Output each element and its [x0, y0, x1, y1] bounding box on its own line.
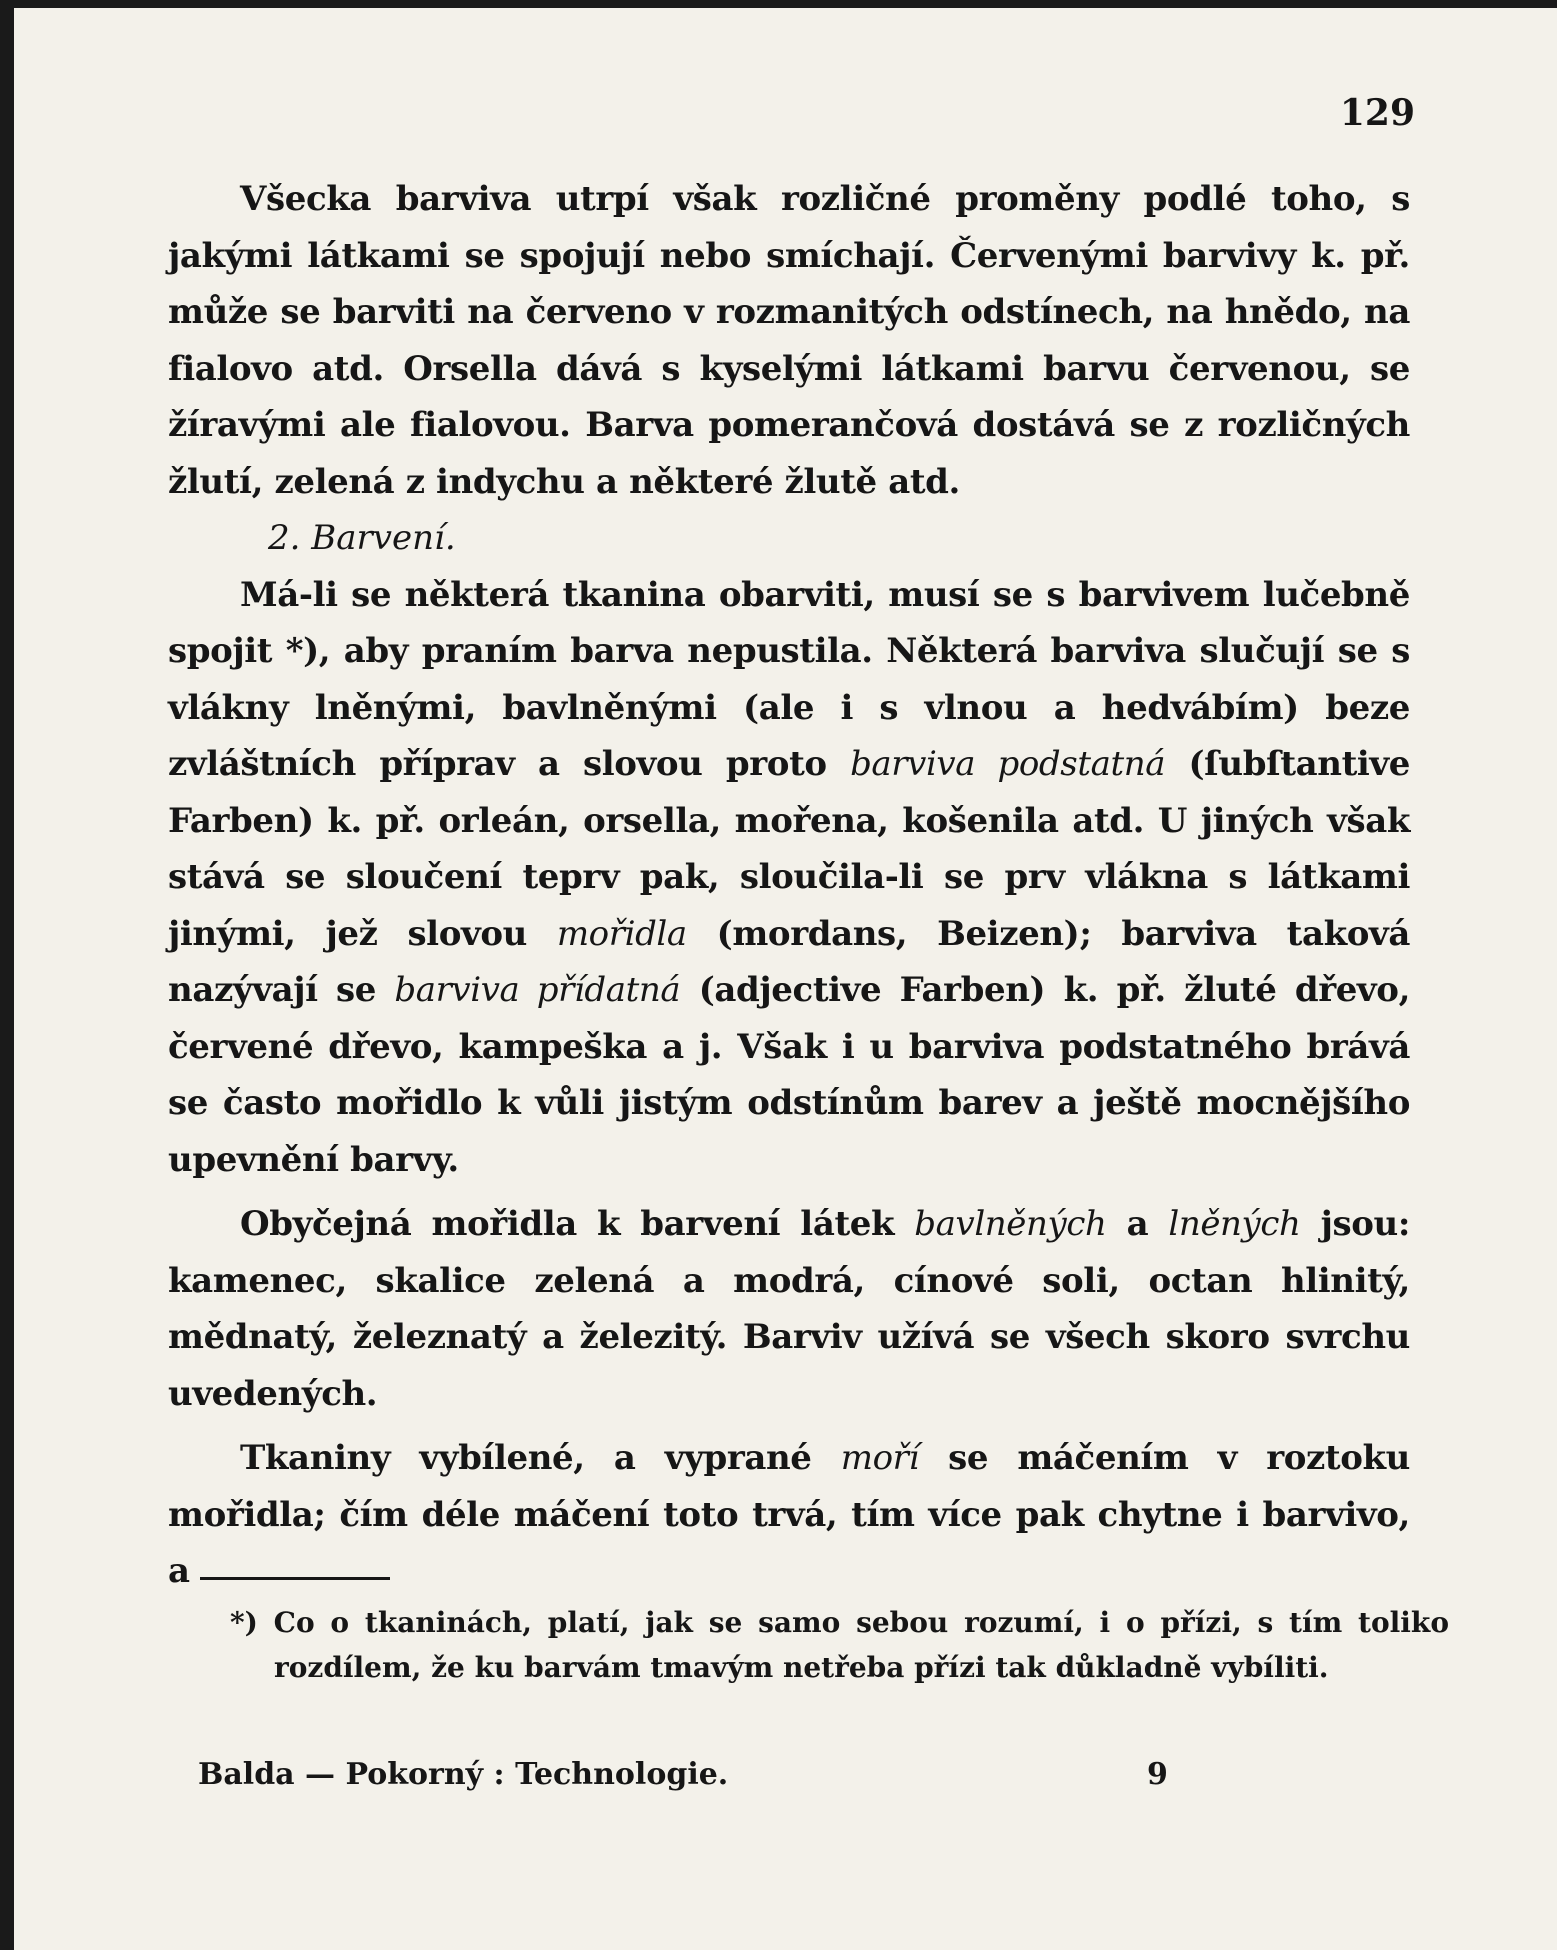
paragraph-3-part-2: a [1106, 1204, 1169, 1244]
paragraph-3 [168, 1196, 1410, 1422]
term-bavlnenych: bavlněných [914, 1204, 1107, 1244]
scan-top-edge [0, 0, 1557, 8]
paragraph-2-part-2: (ſubſtantive Farben) k. př. orleán, orsella, mořena, košenila atd. U jiných však stává se sloučení teprv pak, sloučila-li se prv vlákna s látkami jinými, jež slovou [168, 744, 1410, 954]
paragraph-3-part-1: Obyčejná mořidla k barvení látek [240, 1204, 915, 1244]
signature-sheet-number: 9 [1147, 1757, 1168, 1792]
signature-author-title: Balda — Pokorný : Technologie. [198, 1757, 729, 1792]
term-mori: moří [840, 1438, 919, 1478]
main-text [168, 171, 1410, 1600]
paragraph-1: Všecka barviva utrpí však rozličné proměny podlé toho, s jakými látkami se spojují nebo smíchají. Červenými barvivy k. př. může se barviti na červeno v rozmanitých odstínech, na hnědo, na fialovo atd. Orsella dává s kyselými látkami barvu červenou, se žíravými ale fialovou. Barva pomerančová dostává se z rozličných žlutí, zelená z indychu a některé žlutě atd. [168, 179, 1410, 502]
paragraph-4-part-2: se máčením v roztoku mořidla; čím déle máčení toto trvá, tím více pak chytne i barvivo, a [168, 1438, 1410, 1591]
footnote: *) Co o tkaninách, platí, jak se samo sebou rozumí, i o přízi, s tím toliko rozdílem, že ku barvám tmavým netřeba přízi tak důkladně vybíliti. [230, 1606, 1449, 1684]
paragraph-2-part-3: (mordans, Beizen); barviva taková nazývají se [168, 913, 1411, 1010]
scan-left-edge [0, 0, 14, 1950]
term-moridla: mořidla [556, 913, 687, 954]
page-number: 129 [1339, 92, 1415, 134]
term-barviva-podstatna: barviva podstatná [850, 744, 1166, 784]
section-heading-text: 2. Barvení. [268, 518, 456, 558]
paragraph-2 [168, 567, 1410, 1189]
section-heading [168, 510, 1410, 567]
footnote-rule [200, 1577, 390, 1580]
paragraph-2-part-4: (adjective Farben) k. př. žluté dřevo, červené dřevo, kampeška a j. Však i u barviva podstatného brává se často mořidlo k vůli jistým odstínům barev a ještě mocnějšího upevnění barvy. [168, 970, 1411, 1180]
term-barviva-pridatna: barviva přídatná [394, 970, 681, 1010]
paragraph-3-part-3: jsou: kamenec, skalice zelená a modrá, cínové soli, octan hlinitý, mědnatý, železnatý a železitý. Barviv užívá se všech skoro svrchu uvedených. [168, 1204, 1410, 1414]
term-lnenych: lněných [1168, 1204, 1301, 1244]
paragraph-4-part-1: Tkaniny vybílené, a vyprané [240, 1438, 841, 1478]
paragraph-2-part-1: Má-li se některá tkanina obarviti, musí se s barvivem lučebně spojit *), aby praním barva nepustila. Některá barviva slučují se s vlákny lněnými, bavlněnými (ale i s vlnou a hedvábím) beze zvláštních příprav a slovou proto [168, 574, 1410, 784]
paragraph-4 [168, 1430, 1410, 1600]
